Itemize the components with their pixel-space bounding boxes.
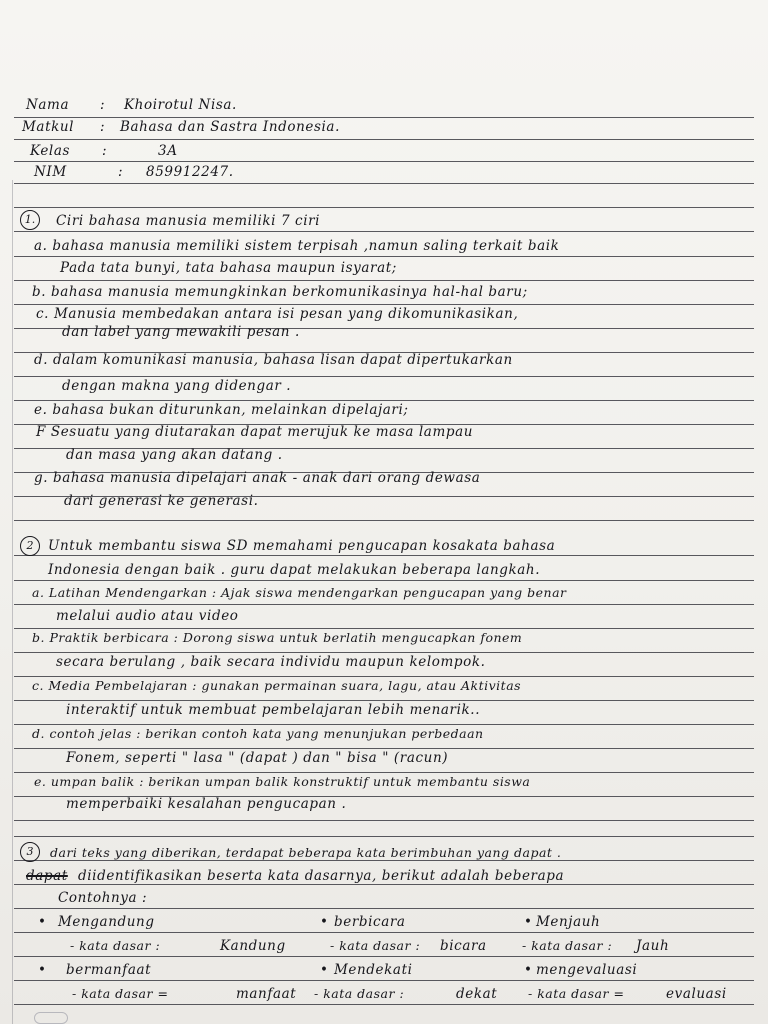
q2-line: b. Praktik berbicara : Dorong siswa untuk berlatih mengucapkan fonem [32, 630, 523, 645]
q1-line: dari generasi ke generasi. [64, 493, 259, 509]
ruled-line [14, 980, 754, 981]
ruled-line [14, 700, 754, 701]
q3-line: diidentifikasikan beserta kata dasarnya, berikut adalah beberapa [78, 868, 565, 884]
root-label: - kata dasar : [330, 938, 421, 953]
matkul-label: Matkul [22, 119, 75, 135]
q2-line: Fonem, seperti " lasa " (dapat ) dan " bisa " (racun) [66, 750, 449, 766]
root-label: - kata dasar = [528, 986, 625, 1001]
q2-line: c. Media Pembelajaran : gunakan permainan suara, lagu, atau Aktivitas [32, 678, 522, 693]
ruled-line [14, 956, 754, 957]
ruled-line [14, 908, 754, 909]
ruled-line [14, 400, 754, 401]
question-number-3: 3 [20, 842, 40, 862]
q2-line: secara berulang , baik secara individu maupun kelompok. [56, 654, 486, 670]
root-label: - kata dasar : [314, 986, 405, 1001]
ruled-line [14, 604, 754, 605]
ruled-line [14, 820, 754, 821]
bullet-icon: • [524, 914, 533, 930]
root-label: - kata dasar : [70, 938, 161, 953]
q3-struck-word: dapat [26, 868, 68, 884]
ruled-line [14, 1004, 754, 1005]
question-number-2: 2 [20, 536, 40, 556]
root-word: bicara [440, 938, 487, 954]
q2-line: memperbaiki kesalahan pengucapan . [66, 796, 347, 812]
ruled-line [14, 724, 754, 725]
ruled-line [14, 376, 754, 377]
bullet-icon: • [524, 962, 533, 978]
ruled-line [14, 652, 754, 653]
q3-line: dari teks yang diberikan, terdapat beberapa kata berimbuhan yang dapat . [50, 845, 562, 860]
ruled-line [14, 139, 754, 140]
ruled-line [14, 836, 754, 837]
kelas-colon: : [102, 143, 108, 159]
bullet-icon: • [320, 962, 329, 978]
root-word: Kandung [220, 938, 286, 954]
q1-line: d. dalam komunikasi manusia, bahasa lisan dapat dipertukarkan [34, 352, 513, 368]
root-label: - kata dasar : [522, 938, 613, 953]
ruled-line [14, 748, 754, 749]
bullet-icon: • [320, 914, 329, 930]
q3-line: Contohnya : [58, 890, 148, 906]
ruled-line [14, 628, 754, 629]
ruled-line [14, 304, 754, 305]
ruled-line [14, 555, 754, 556]
q1-line: c. Manusia membedakan antara isi pesan yang dikomunikasikan, [36, 306, 519, 322]
q1-line: F Sesuatu yang diutarakan dapat merujuk ke masa lampau [36, 424, 474, 440]
q1-line: dengan makna yang didengar . [62, 378, 292, 394]
q2-line: melalui audio atau video [56, 608, 239, 624]
ruled-line [14, 580, 754, 581]
affixed-word: Mengandung [58, 914, 155, 930]
q1-intro: Ciri bahasa manusia memiliki 7 ciri [56, 213, 321, 229]
nama-label: Nama [26, 97, 70, 113]
bullet-icon: • [38, 962, 47, 978]
bullet-icon: • [38, 914, 47, 930]
q2-line: Indonesia dengan baik . guru dapat melakukan beberapa langkah. [48, 562, 541, 578]
nama-colon: : [100, 97, 106, 113]
q2-line: e. umpan balik : berikan umpan balik konstruktif untuk membantu siswa [34, 774, 531, 789]
ruled-line [14, 231, 754, 232]
root-label: - kata dasar = [72, 986, 169, 1001]
affixed-word: bermanfaat [66, 962, 152, 978]
ruled-line [14, 280, 754, 281]
ruled-line [14, 117, 754, 118]
matkul-value: Bahasa dan Sastra Indonesia. [120, 119, 340, 135]
page-corner-scribble [34, 1012, 68, 1024]
question-number-1: 1. [20, 210, 40, 230]
root-word: manfaat [236, 986, 297, 1002]
matkul-colon: : [100, 119, 106, 135]
margin-line [12, 180, 13, 1024]
affixed-word: Mendekati [334, 962, 413, 978]
ruled-line [14, 520, 754, 521]
q1-line: e. bahasa bukan diturunkan, melainkan dipelajari; [34, 402, 409, 418]
q1-line: Pada tata bunyi, tata bahasa maupun isyarat; [60, 260, 397, 276]
q1-line: a. bahasa manusia memiliki sistem terpisah ,namun saling terkait baik [34, 238, 560, 254]
q1-line: g. bahasa manusia dipelajari anak - anak dari orang dewasa [34, 470, 481, 486]
ruled-line [14, 932, 754, 933]
ruled-line [14, 772, 754, 773]
affixed-word: berbicara [334, 914, 406, 930]
nim-colon: : [118, 164, 124, 180]
affixed-word: Menjauh [536, 914, 601, 930]
root-word: dekat [456, 986, 498, 1002]
affixed-word: mengevaluasi [536, 962, 638, 978]
q2-line: d. contoh jelas : berikan contoh kata yang menunjukan perbedaan [32, 726, 484, 741]
ruled-line [14, 884, 754, 885]
ruled-line [14, 183, 754, 184]
nim-value: 859912247. [146, 164, 234, 180]
ruled-line [14, 161, 754, 162]
nama-value: Khoirotul Nisa. [124, 97, 237, 113]
ruled-line [14, 207, 754, 208]
root-word: evaluasi [666, 986, 727, 1002]
q2-line: a. Latihan Mendengarkan : Ajak siswa mendengarkan pengucapan yang benar [32, 585, 567, 600]
q1-line: dan masa yang akan datang . [66, 447, 283, 463]
kelas-label: Kelas [30, 143, 71, 159]
root-word: Jauh [636, 938, 670, 954]
kelas-value: 3A [158, 143, 178, 159]
q2-line: interaktif untuk membuat pembelajaran lebih menarik.. [66, 702, 481, 718]
q1-line: dan label yang mewakili pesan . [62, 324, 300, 340]
q2-line: Untuk membantu siswa SD memahami pengucapan kosakata bahasa [48, 538, 556, 554]
ruled-line [14, 256, 754, 257]
q1-line: b. bahasa manusia memungkinkan berkomunikasinya hal-hal baru; [32, 284, 528, 300]
nim-label: NIM [34, 164, 67, 180]
ruled-line [14, 676, 754, 677]
